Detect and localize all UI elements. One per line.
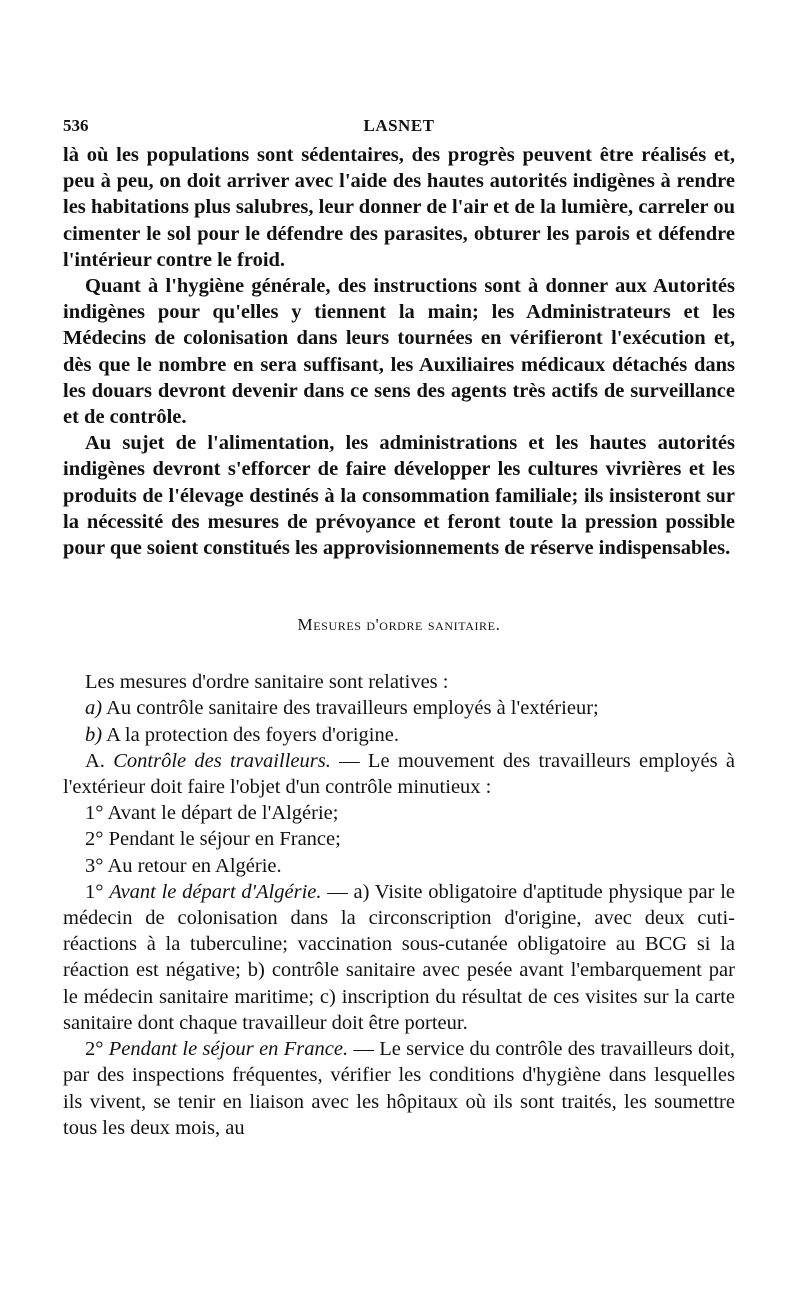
- item-a-marker: a): [85, 697, 103, 720]
- detail-1-title: Avant le départ d'Algérie.: [109, 880, 322, 903]
- detail-2-label: 2°: [85, 1038, 109, 1061]
- opening-text: [63, 142, 735, 561]
- subsection-a-label: A.: [85, 749, 114, 772]
- step-1: 1° Avant le départ de l'Algérie;: [85, 802, 339, 825]
- item-a-text: Au contrôle sanitaire des travailleurs employés à l'extérieur;: [102, 697, 599, 720]
- section-heading: Mesures d'ordre sanitaire.: [297, 615, 501, 635]
- subsection-a-text: — Le mouvement des travailleurs employés à l'extérieur doit faire l'objet d'un contrôle minutieux :: [63, 749, 735, 799]
- page-number: 536: [63, 116, 89, 135]
- paragraph-alimentation: Au sujet de l'alimentation, les administrations et les hautes autorités indigènes devront s'efforcer de faire développer les cultures vivrières et les produits de l'élevage destinés à la consommation familiale; ils insisteront sur la nécessité des mesures de prévoyance et feront toute la pression possible pour que soient constitués les approvisionnements de réserve indispensables.: [63, 432, 735, 560]
- detail-1-label: 1°: [85, 880, 110, 903]
- item-b-marker: b): [85, 723, 103, 746]
- subsection-a-title: Contrôle des travailleurs.: [113, 749, 331, 772]
- detail-during-stay: [63, 1036, 735, 1141]
- measure-item-a: [63, 695, 735, 721]
- running-header: [63, 116, 735, 142]
- measure-item-b: [63, 722, 735, 748]
- running-title: LASNET: [363, 116, 435, 135]
- item-b-text: A la protection des foyers d'origine.: [102, 723, 399, 746]
- detail-2-title: Pendant le séjour en France.: [108, 1038, 349, 1061]
- detail-1-text: — a) Visite obligatoire d'aptitude physique par le médecin de colonisation dans la circonscription d'origine, avec deux cuti-réactions à la tuberculine; vaccination sous-cutanée obligatoire au BCG si la réaction est négative; b) contrôle sanitaire avec pesée avant l'embarquement par le médecin sanitaire maritime; c) inscription du résultat de ces visites sur la carte sanitaire dont chaque travailleur doit être porteur.: [63, 880, 735, 1034]
- sanitary-measures-text: [63, 669, 735, 1141]
- detail-2-text: — Le service du contrôle des travailleurs doit, par des inspections fréquentes, vérifier les conditions d'hygiène dans lesquelles ils vivent, se tenir en liaison avec les hôpitaux où ils sont traités, les soumettre tous les deux mois, au: [63, 1038, 735, 1139]
- paragraph-hygiene-generale: Quant à l'hygiène générale, des instructions sont à donner aux Autorités indigènes pour qu'elles y tiennent la main; les Administrateurs et les Médecins de colonisation dans leurs tournées en vérifieront l'exécution et, dès que le nombre en sera suffisant, les Auxiliaires médicaux détachés dans les douars devront devenir dans ce sens des agents très actifs de surveillance et de contrôle.: [63, 275, 735, 429]
- step-2: 2° Pendant le séjour en France;: [85, 828, 341, 851]
- paragraph-habitations: là où les populations sont sédentaires, des progrès peuvent être réalisés et, peu à peu, on doit arriver avec l'aide des hautes autorités indigènes à rendre les habitations plus salubres, leur donner de l'air et de la lumière, carreler ou cimenter le sol pour le défendre des parasites, obturer les parois et défendre l'intérieur contre le froid.: [63, 144, 735, 271]
- measures-intro: Les mesures d'ordre sanitaire sont relatives :: [85, 671, 449, 694]
- book-page: [63, 116, 735, 1141]
- detail-before-departure: [63, 879, 735, 1036]
- subsection-a: [63, 748, 735, 800]
- step-3: 3° Au retour en Algérie.: [85, 854, 282, 877]
